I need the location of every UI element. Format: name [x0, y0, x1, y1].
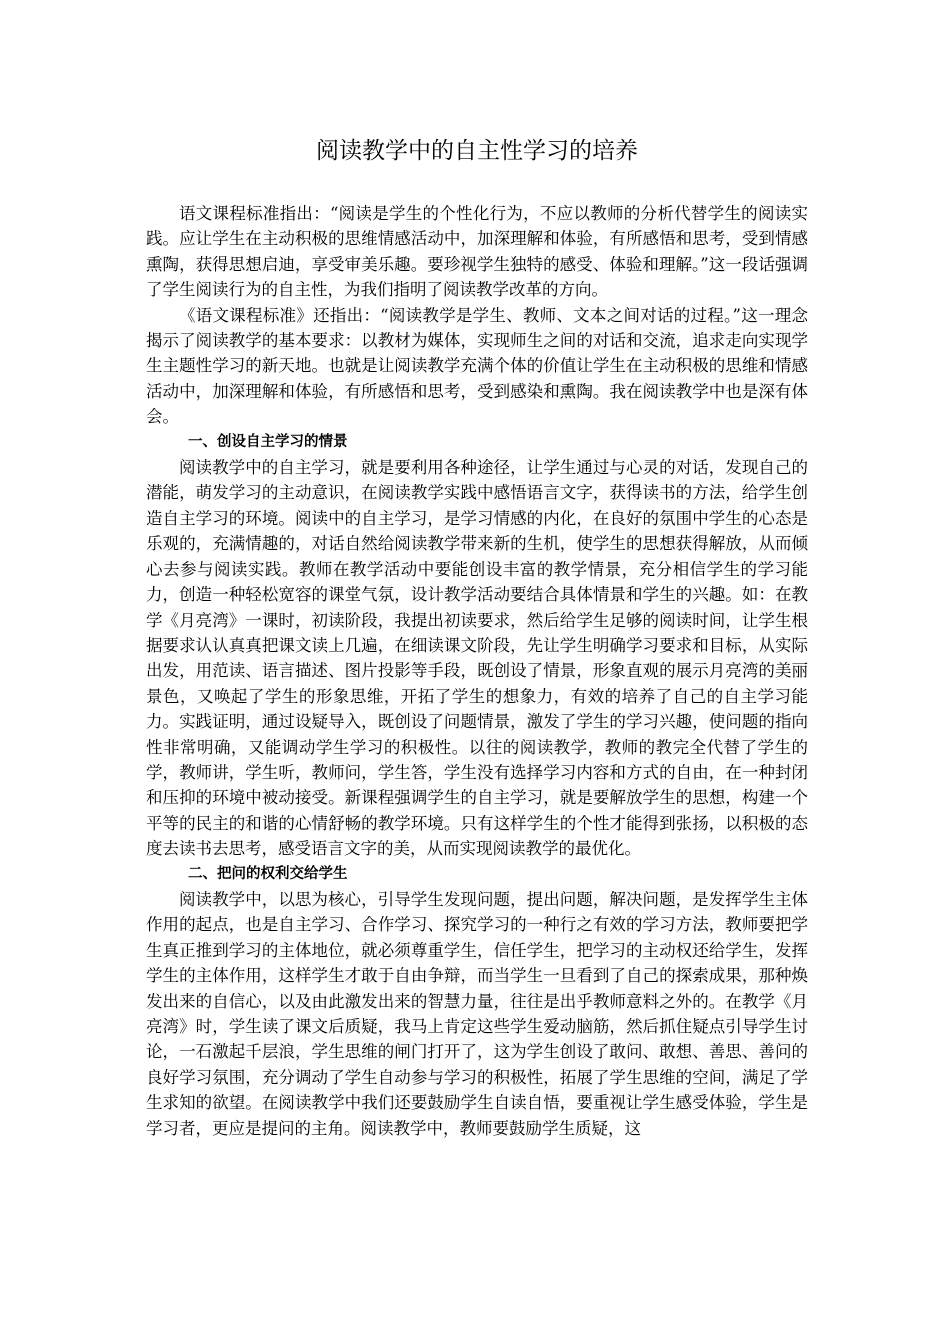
section-2-paragraph: 阅读教学中，以思为核心，引导学生发现问题，提出问题，解决问题，是发挥学生主体作用的起点，也是自主学习、合作学习、探究学习的一种行之有效的学习方法，教师要把学生真正推到学习的主体地位，就必须尊重学生，信任学生，把学习的主动权还给学生，发挥学生的主体作用，这样学生才敢于自由争辩，而当学生一旦看到了自己的探索成果，那种焕发出来的自信心，以及由此激发出来的智慧力量，往往是出乎教师意料之外的。在教学《月亮湾》时，学生读了课文后质疑，我马上肯定这些学生爱动脑筋，然后抓住疑点引导学生讨论，一石激起千层浪，学生思维的闸门打开了，这为学生创设了敢问、敢想、善思、善问的良好学习氛围，充分调动了学生自动参与学习的积极性，拓展了学生思维的空间，满足了学生求知的欲望。在阅读教学中我们还要鼓励学生自读自悟，要重视让学生感受体验，学生是学习者，更应是提问的主角。阅读教学中，教师要鼓励学生质疑，这: [146, 889, 808, 1138]
document-title: 阅读教学中的自主性学习的培养: [316, 138, 638, 164]
intro-paragraph-1: 语文课程标准指出：“阅读是学生的个性化行为，不应以教师的分析代替学生的阅读实践。应让学生在主动积极的思维情感活动中，加深理解和体验，有所感悟和思考，受到情感熏陶，获得思想启迪，享受审美乐趣。要珍视学生独特的感受、体验和理解。”这一段话强调了学生阅读行为的自主性，为我们指明了阅读教学改革的方向。: [146, 204, 808, 300]
intro-paragraph-2: 《语文课程标准》还指出：“阅读教学是学生、教师、文本之间对话的过程。”这一理念揭示了阅读教学的基本要求：以教材为媒体，实现师生之间的对话和交流，追求走向实现学生主题性学习的新天地。也就是让阅读教学充满个体的价值让学生在主动积极的思维和情感活动中，加深理解和体验，有所感悟和思考，受到感染和熏陶。我在阅读教学中也是深有体会。: [146, 305, 808, 427]
section-1-paragraph: 阅读教学中的自主学习，就是要利用各种途径，让学生通过与心灵的对话，发现自己的潜能，萌发学习的主动意识，在阅读教学实践中感悟语言文字，获得读书的方法，给学生创造自主学习的环境。阅读中的自主学习，是学习情感的内化，在良好的氛围中学生的心态是乐观的，充满情趣的，对话自然给阅读教学带来新的生机，使学生的思想获得解放，从而倾心去参与阅读实践。教师在教学活动中要能创设丰富的教学情景，充分相信学生的学习能力，创造一种轻松宽容的课堂气氛，设计教学活动要结合具体情景和学生的兴趣。如：在教学《月亮湾》一课时，初读阶段，我提出初读要求，然后给学生足够的阅读时间，让学生根据要求认认真真把课文读上几遍，在细读课文阶段，先让学生明确学习要求和目标，从实际出发，用范读、语言描述、图片投影等手段，既创设了情景，形象直观的展示月亮湾的美丽景色，又唤起了学生的形象思维，开拓了学生的想象力，有效的培养了自己的自主学习能力。实践证明，通过设疑导入，既创设了问题情景，激发了学生的学习兴趣，使问题的指向性非常明确，又能调动学生学习的积极性。以往的阅读教学，教师的教完全代替了学生的学，教师讲，学生听，教师问，学生答，学生没有选择学习内容和方式的自由，在一种封闭和压抑的环境中被动接受。新课程强调学生的自主学习，就是要解放学生的思想，构建一个平等的民主的和谐的心情舒畅的教学环境。只有这样学生的个性才能得到张扬，以积极的态度去读书去思考，感受语言文字的美，从而实现阅读教学的最优化。: [146, 458, 808, 859]
section-heading-1: 一、创设自主学习的情景: [188, 433, 348, 450]
section-heading-2: 二、把问的权利交给学生: [188, 865, 348, 882]
document-body: [146, 201, 808, 1141]
